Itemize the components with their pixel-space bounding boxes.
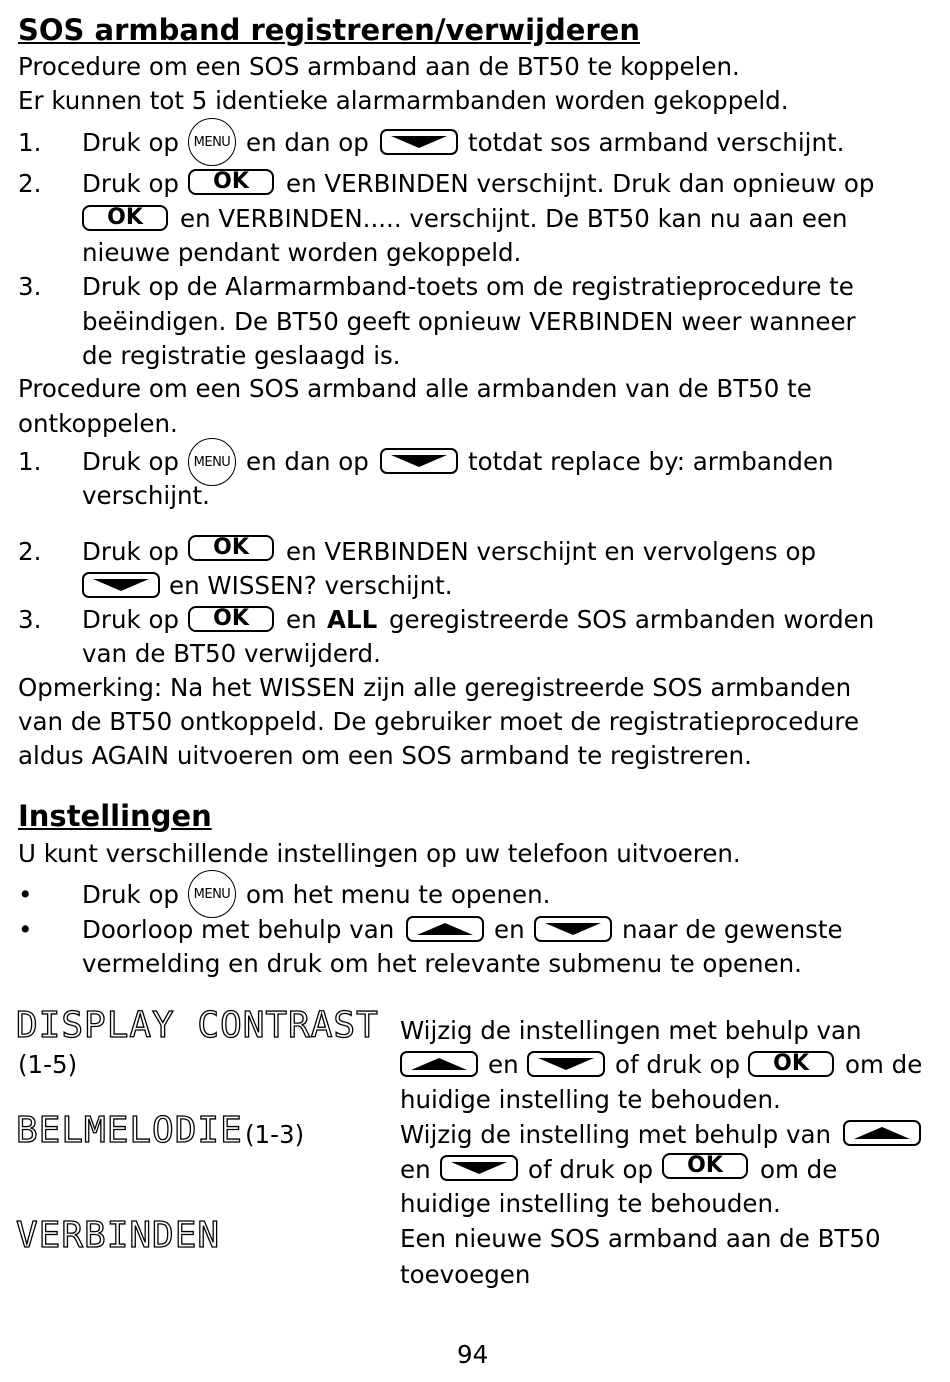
setting-desc: om de [845,1050,923,1079]
step-number: 2. [18,537,42,566]
step-text: en VERBINDEN..... verschijnt. De BT50 kan nu aan een [180,204,848,233]
down-arrow-button-icon [82,572,160,598]
ok-button-icon: OK [188,535,274,561]
setting-desc: Een nieuwe SOS armband aan de BT50 [400,1224,881,1253]
step-text: geregistreerde SOS armbanden worden [389,605,875,634]
setting-desc: en [488,1050,519,1079]
step-text: beëindigen. De BT50 geeft opnieuw VERBINDEN weer wanneer [82,307,856,336]
down-arrow-button-icon [527,1051,605,1077]
intro-line: U kunt verschillende instellingen op uw telefoon uitvoeren. [18,839,741,868]
down-arrow-button-icon [380,448,458,474]
step-text: Druk op [82,128,179,157]
section-title-sos: SOS armband registreren/verwijderen [18,13,640,47]
setting-range: (1-5) [18,1050,78,1079]
lcd-label-belmelodie: BELMELODIE [16,1110,243,1151]
note-line: Opmerking: Na het WISSEN zijn alle geregistreerde SOS armbanden [18,673,852,702]
intro-line: Er kunnen tot 5 identieke alarmarmbanden worden gekoppeld. [18,86,789,115]
setting-desc: of druk op [615,1050,741,1079]
step-text: Druk op [82,605,179,634]
setting-desc: toevoegen [400,1260,531,1289]
ok-button-icon: OK [82,205,168,231]
setting-desc: of druk op [528,1155,654,1184]
step-text: Druk op de Alarmarmband-toets om de registratieprocedure te [82,272,854,301]
setting-desc: huidige instelling te behouden. [400,1085,781,1114]
bullet-text: Druk op [82,880,179,909]
note-line: aldus AGAIN uitvoeren om een SOS armband te registreren. [18,741,752,770]
setting-desc: Wijzig de instellingen met behulp van [400,1016,862,1045]
step-text: en dan op [246,447,369,476]
menu-button-icon: MENU [188,870,236,918]
step-bold-word: ALL [327,605,378,634]
menu-button-icon: MENU [188,438,236,486]
step-number: 3. [18,605,42,634]
bullet-text: en [494,915,525,944]
intro-line: ontkoppelen. [18,409,178,438]
lcd-label-verbinden: VERBINDEN [16,1215,221,1256]
lcd-label-display-contrast: DISPLAY CONTRAST [16,1005,379,1046]
bullet: • [18,915,33,944]
step-text: en dan op [246,128,369,157]
menu-button-icon: MENU [188,118,236,166]
step-text: en VERBINDEN verschijnt en vervolgens op [286,537,816,566]
ok-button-icon: OK [748,1051,834,1077]
ok-button-icon: OK [662,1153,748,1179]
setting-range: (1-3) [245,1120,305,1149]
up-arrow-button-icon [406,916,484,942]
ok-button-icon: OK [188,169,274,195]
step-text: en WISSEN? verschijnt. [169,571,453,600]
step-text: verschijnt. [82,481,210,510]
step-text: Druk op [82,537,179,566]
bullet-text: Doorloop met behulp van [82,915,395,944]
step-number: 3. [18,272,42,301]
step-text: totdat replace by: armbanden [468,447,834,476]
step-text: Druk op [82,447,179,476]
setting-desc: Wijzig de instelling met behulp van [400,1120,831,1149]
step-number: 1. [18,447,42,476]
setting-desc: om de [760,1155,838,1184]
up-arrow-button-icon [843,1120,921,1146]
bullet-text: naar de gewenste [622,915,843,944]
down-arrow-button-icon [534,916,612,942]
bullet-text: vermelding en druk om het relevante submenu te openen. [82,949,802,978]
section-title-instellingen: Instellingen [18,799,212,833]
step-number: 2. [18,169,42,198]
down-arrow-button-icon [440,1155,518,1181]
step-text: en VERBINDEN verschijnt. Druk dan opnieuw op [286,169,875,198]
bullet: • [18,880,33,909]
bullet-text: om het menu te openen. [246,880,551,909]
page-number: 94 [457,1340,489,1369]
step-text: van de BT50 verwijderd. [82,639,381,668]
step-text: nieuwe pendant worden gekoppeld. [82,238,522,267]
setting-desc: en [400,1155,431,1184]
intro-line: Procedure om een SOS armband aan de BT50 te koppelen. [18,52,740,81]
step-text: de registratie geslaagd is. [82,341,401,370]
step-text: totdat sos armband verschijnt. [468,128,845,157]
down-arrow-button-icon [380,129,458,155]
step-number: 1. [18,128,42,157]
step-text: en [286,605,317,634]
up-arrow-button-icon [400,1051,478,1077]
setting-desc: huidige instelling te behouden. [400,1189,781,1218]
intro-line: Procedure om een SOS armband alle armbanden van de BT50 te [18,374,812,403]
step-text: Druk op [82,169,179,198]
ok-button-icon: OK [188,606,274,632]
note-line: van de BT50 ontkoppeld. De gebruiker moet de registratieprocedure [18,707,860,736]
